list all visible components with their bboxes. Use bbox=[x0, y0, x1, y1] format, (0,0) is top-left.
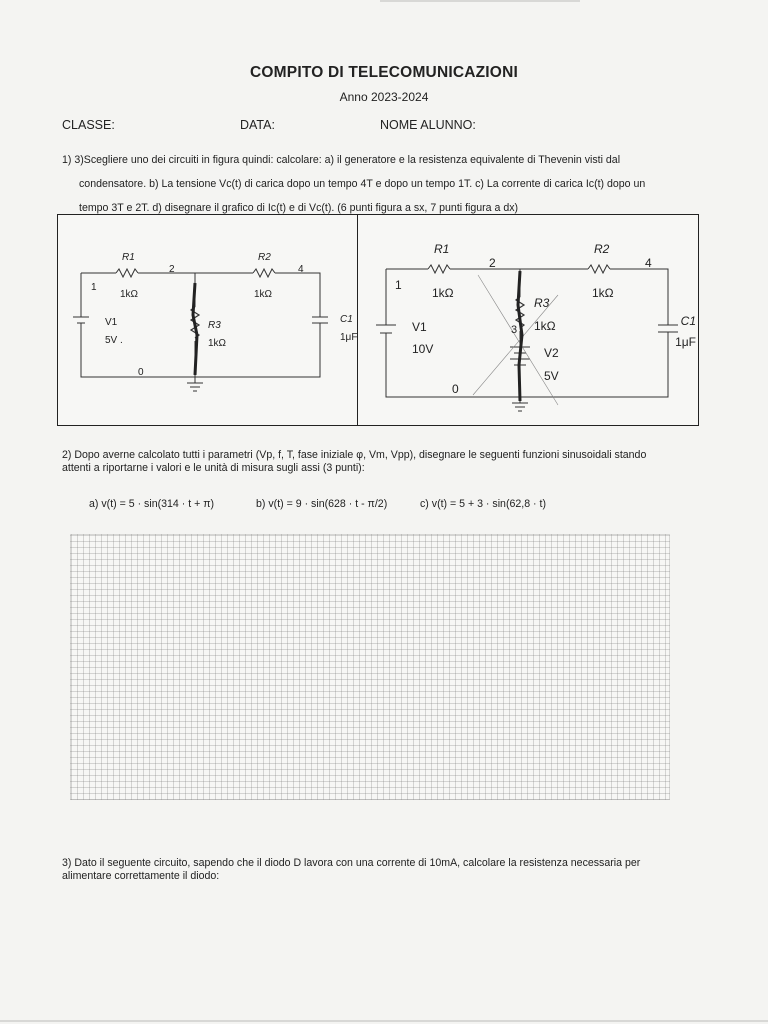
left-node-0: 0 bbox=[138, 367, 144, 378]
right-v1-label: V1 bbox=[412, 320, 427, 334]
page-title: COMPITO DI TELECOMUNICAZIONI bbox=[250, 64, 518, 81]
left-r2-label: R2 bbox=[258, 252, 271, 263]
left-c1-label: C1 bbox=[340, 314, 353, 325]
right-c1-label: C1 bbox=[680, 314, 696, 328]
right-v2-label: V2 bbox=[544, 346, 559, 360]
left-r2-value: 1kΩ bbox=[254, 289, 273, 300]
left-node-2: 2 bbox=[169, 264, 175, 275]
circuit-right-schematic bbox=[358, 215, 698, 425]
formula-b: b) v(t) = 9 · sin(628 · t - π/2) bbox=[256, 498, 388, 510]
right-r3-value: 1kΩ bbox=[534, 319, 556, 333]
left-r1-label: R1 bbox=[122, 252, 135, 263]
question-2-line-2: attenti a riportarne i valori e le unità di misura sugli assi (3 punti): bbox=[62, 461, 365, 474]
question-3-line-1: 3) Dato il seguente circuito, sapendo che il diodo D lavora con una corrente di 10mA, calcolare la resistenza necessaria per bbox=[62, 857, 641, 869]
graph-paper-grid[interactable] bbox=[70, 534, 670, 800]
right-r2-value: 1kΩ bbox=[592, 286, 614, 300]
right-r1-label: R1 bbox=[434, 242, 450, 256]
left-node-1: 1 bbox=[91, 282, 97, 293]
question-3 bbox=[62, 857, 722, 882]
question-1-line-3: tempo 3T e 2T. d) disegnare il grafico di Ic(t) e di Vc(t). (6 punti figura a sx, 7 punti figura a dx) bbox=[79, 202, 519, 214]
left-c1-value: 1μF bbox=[340, 332, 358, 343]
right-node-4: 4 bbox=[645, 256, 652, 270]
right-c1-value: 1μF bbox=[675, 335, 696, 349]
left-r1-value: 1kΩ bbox=[120, 289, 139, 300]
question-2 bbox=[62, 449, 722, 474]
right-r2-label: R2 bbox=[594, 242, 610, 256]
right-r3-label: R3 bbox=[534, 296, 550, 310]
left-v1-label: V1 bbox=[105, 317, 118, 328]
left-r3-label: R3 bbox=[208, 320, 221, 331]
right-v1-value: 10V bbox=[412, 342, 434, 356]
data-label: DATA: bbox=[240, 118, 275, 132]
left-node-4: 4 bbox=[298, 264, 304, 275]
scan-bottom-edge bbox=[0, 1020, 768, 1022]
question-1 bbox=[62, 148, 722, 220]
right-node-1: 1 bbox=[395, 278, 402, 292]
formula-c: c) v(t) = 5 + 3 · sin(62,8 · t) bbox=[420, 498, 546, 510]
circuit-left-panel bbox=[57, 214, 360, 426]
circuit-right-panel bbox=[357, 214, 699, 426]
question-3-line-2: alimentare correttamente il diodo: bbox=[62, 869, 220, 882]
right-r1-value: 1kΩ bbox=[432, 286, 454, 300]
circuit-left-schematic bbox=[58, 215, 359, 425]
question-2-line-1: 2) Dopo averne calcolato tutti i parametri (Vp, f, T, fase iniziale φ, Vm, Vpp), disegnare le seguenti funzioni sinusoidali stando bbox=[62, 449, 647, 461]
scan-top-edge bbox=[380, 0, 580, 2]
left-v1-value: 5V . bbox=[105, 335, 123, 346]
right-node-3: 3 bbox=[511, 324, 518, 336]
formula-a: a) v(t) = 5 · sin(314 · t + π) bbox=[89, 498, 215, 510]
right-v2-value: 5V bbox=[544, 369, 559, 383]
question-1-line-2: condensatore. b) La tensione Vc(t) di carica dopo un tempo 4T e dopo un tempo 1T. c) La corrente di carica Ic(t) dopo un bbox=[79, 178, 646, 190]
nome-alunno-label: NOME ALUNNO: bbox=[380, 118, 476, 132]
classe-label: CLASSE: bbox=[62, 118, 115, 132]
right-node-2: 2 bbox=[489, 256, 496, 270]
right-node-0: 0 bbox=[452, 382, 459, 396]
question-1-line-1: 1) 3)Scegliere uno dei circuiti in figura quindi: calcolare: a) il generatore e la resistenza equivalente di Thevenin visti dal bbox=[62, 154, 621, 166]
left-r3-value: 1kΩ bbox=[208, 338, 227, 349]
school-year: Anno 2023-2024 bbox=[339, 90, 429, 104]
